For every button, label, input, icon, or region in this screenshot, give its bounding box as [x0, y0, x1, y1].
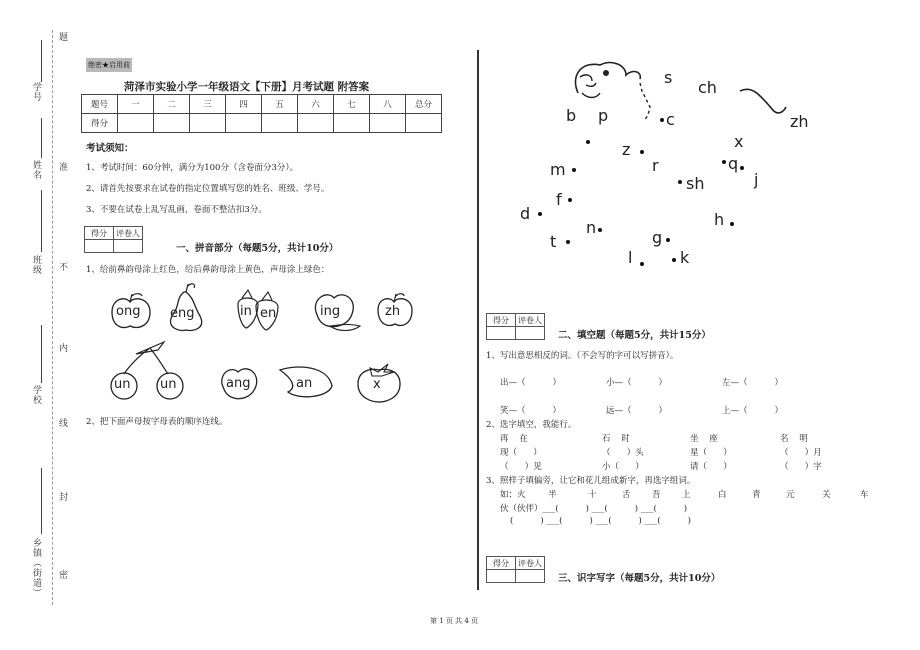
fill-row[interactable]: 伙（伙伴）___( ) ___( ) ___( ) [500, 504, 688, 514]
underline-class [41, 190, 42, 252]
grader-label: 评卷人 [114, 227, 143, 240]
choice-pair: 石 时 [602, 434, 630, 444]
fruit-cherries[interactable] [106, 340, 190, 404]
choice-pair: 再 在 [500, 434, 528, 444]
choice-pair: 名 明 [780, 434, 808, 444]
score-cell[interactable] [190, 114, 226, 133]
section1-q2: 2、把下面声母按字母表的顺序连线。 [86, 417, 228, 427]
margin-label-school: 学校 [31, 385, 41, 405]
score-table-header: 三 [190, 95, 226, 114]
puzzle-letter: d [520, 204, 531, 223]
score-table-header: 总分 [406, 95, 442, 114]
pinyin-label: an [296, 376, 313, 391]
underline-name [41, 118, 42, 158]
cut-mark: 封 [57, 492, 67, 502]
grader-label: 评卷人 [516, 557, 545, 570]
score-table-header: 一 [118, 95, 154, 114]
puzzle-letter: f [556, 190, 562, 209]
score-cell[interactable] [154, 114, 190, 133]
pinyin-label: eng [170, 306, 195, 321]
example-char: 吾 [652, 490, 661, 500]
example-char: 如：火 [500, 490, 526, 500]
underline-township [41, 468, 42, 534]
puzzle-letter: ch [698, 78, 717, 97]
score-table-header: 六 [298, 95, 334, 114]
puzzle-dot[interactable] [730, 222, 734, 226]
fruit-pear[interactable] [164, 282, 208, 334]
margin-label-class: 班级 [31, 255, 41, 275]
margin-label-student-id: 学号 [31, 82, 41, 102]
puzzle-letter: r [652, 156, 659, 175]
choice-blank[interactable]: 小（ ） [602, 462, 644, 472]
binding-line [52, 30, 53, 605]
example-char: 元 [786, 490, 795, 500]
margin-label-name: 姓名 [31, 160, 41, 180]
fruit-peach-2[interactable] [218, 362, 262, 402]
underline-school [41, 325, 42, 383]
pinyin-label: ing [320, 304, 341, 319]
confidential-stamp: 绝密★启用前 [86, 58, 132, 72]
example-char: 舌 [622, 490, 631, 500]
puzzle-letter: m [550, 160, 566, 179]
antonym-blank[interactable]: 笑—（ ） [500, 406, 562, 416]
puzzle-letter: p [598, 106, 609, 125]
grader-score-label: 得分 [487, 314, 516, 327]
example-char: 半 [548, 490, 557, 500]
grader-cell[interactable] [516, 570, 545, 583]
puzzle-letter: h [714, 210, 725, 229]
example-char: 关 [822, 490, 831, 500]
pinyin-label: ong [116, 304, 141, 319]
puzzle-dot[interactable] [678, 180, 682, 184]
score-row-label: 得分 [82, 114, 118, 133]
pinyin-label: un [160, 377, 177, 392]
score-cell[interactable] [370, 114, 406, 133]
grader-cell[interactable] [516, 327, 545, 340]
fill-row[interactable]: ( ) ___( ) ___( ) ___( ) [510, 516, 691, 526]
antonym-blank[interactable]: 上—（ ） [722, 406, 784, 416]
grader-score-label: 得分 [85, 227, 114, 240]
fruit-tomato[interactable] [354, 360, 404, 404]
cherry-icon [106, 340, 190, 404]
pinyin-label: in [240, 304, 252, 319]
pinyin-label: en [260, 306, 277, 321]
cut-mark: 线 [57, 418, 67, 428]
fruit-apple-small[interactable] [374, 290, 416, 330]
grader-score-cell[interactable] [85, 240, 114, 253]
antonym-blank[interactable]: 小—（ ） [606, 378, 668, 388]
grader-table [84, 226, 143, 253]
section1-heading: 一、拼音部分（每题5分，共计10分） [176, 243, 339, 254]
puzzle-letter: k [680, 248, 690, 267]
underline-student-id [41, 40, 42, 82]
section2-q1: 1、写出意思相反的词。（不会写的字可以写拼音）。 [486, 351, 679, 361]
score-table [81, 94, 442, 133]
puzzle-letter: q [728, 154, 739, 173]
choice-blank[interactable]: （ ）月 [780, 448, 822, 458]
pinyin-label: ang [226, 376, 251, 391]
pinyin-label: zh [385, 304, 401, 319]
grader-table [486, 313, 545, 340]
puzzle-letter: l [628, 248, 633, 267]
puzzle-letter: c [666, 110, 675, 129]
section1-q1: 1、给前鼻韵母涂上红色，给后鼻韵母涂上黄色，声母涂上绿色： [86, 265, 330, 275]
grader-score-cell[interactable] [487, 327, 516, 340]
choice-blank[interactable]: （ ）字 [780, 462, 822, 472]
notice-item: 1、考试时间：60分钟，满分为100分（含卷面分3分）。 [86, 163, 299, 173]
puzzle-dot[interactable] [598, 228, 602, 232]
margin-label-township: 乡镇（街道） [31, 538, 41, 598]
puzzle-dot[interactable] [566, 240, 570, 244]
cut-mark: 密 [57, 570, 67, 580]
cut-mark: 内 [57, 343, 67, 353]
puzzle-dot[interactable] [586, 140, 590, 144]
score-table-header: 七 [334, 95, 370, 114]
choice-pair: 坐 座 [690, 434, 718, 444]
puzzle-letter: z [622, 140, 631, 159]
puzzle-dot[interactable] [640, 262, 644, 266]
score-cell[interactable] [298, 114, 334, 133]
cut-mark: 题 [57, 32, 67, 42]
puzzle-letter: s [664, 68, 673, 87]
page-divider [477, 50, 479, 590]
notice-item: 3、不要在试卷上乱写乱画，卷面不整洁扣3分。 [86, 205, 267, 215]
score-cell[interactable] [262, 114, 298, 133]
example-char: 车 [860, 490, 869, 500]
antonym-blank[interactable]: 远—（ ） [606, 406, 668, 416]
example-char: 白 [718, 490, 727, 500]
puzzle-letter: sh [686, 174, 705, 193]
choice-blank[interactable]: 请（ ） [690, 462, 732, 472]
notice-item: 2、请首先按要求在试卷的指定位置填写您的姓名、班级、学号。 [86, 184, 330, 194]
puzzle-letter: zh [790, 112, 809, 131]
cut-mark: 准 [57, 162, 67, 172]
score-cell[interactable] [406, 114, 442, 133]
fruit-leaf[interactable] [278, 362, 336, 402]
score-table-header: 二 [154, 95, 190, 114]
choice-blank[interactable]: （ ）见 [500, 462, 542, 472]
grader-cell[interactable] [114, 240, 143, 253]
notice-title: 考试须知： [86, 143, 134, 154]
example-char: 上 [682, 490, 691, 500]
cut-mark: 不 [57, 262, 67, 272]
score-table-header: 五 [262, 95, 298, 114]
section2-q3: 3、照样子填偏旁，让它和花儿组成新字，再选字组词。 [486, 476, 696, 486]
grader-label: 评卷人 [516, 314, 545, 327]
page-footer: 第 1 页 共 4 页 [430, 617, 479, 625]
puzzle-dot[interactable] [666, 238, 670, 242]
puzzle-letter: n [586, 218, 597, 237]
fruit-apple[interactable] [106, 290, 154, 332]
fruit-strawberries[interactable] [234, 286, 284, 332]
puzzle-dot[interactable] [660, 118, 664, 122]
puzzle-dot[interactable] [568, 198, 572, 202]
exam-title: 菏泽市实验小学一年级语文【下册】月考试题 附答案 [124, 81, 370, 93]
pinyin-label: x [373, 377, 381, 392]
example-char: 青 [752, 490, 761, 500]
puzzle-letter: j [754, 170, 759, 189]
score-cell[interactable] [118, 114, 154, 133]
choice-blank[interactable]: （ ）头 [602, 448, 644, 458]
section2-heading: 二、填空题（每题5分，共计15分） [558, 330, 711, 341]
puzzle-dot[interactable] [740, 166, 744, 170]
section2-q2: 2、选字填空，我能行。 [486, 420, 577, 430]
section3-heading: 三、识字写字（每题5分，共计10分） [558, 573, 721, 584]
puzzle-dot[interactable] [672, 258, 676, 262]
score-cell[interactable] [226, 114, 262, 133]
puzzle-letter: t [550, 232, 557, 251]
puzzle-letter: b [566, 106, 577, 125]
score-table-header: 题号 [82, 95, 118, 114]
puzzle-dot[interactable] [640, 150, 644, 154]
score-table-header: 四 [226, 95, 262, 114]
puzzle-dot[interactable] [722, 160, 726, 164]
antonym-blank[interactable]: 出—（ ） [500, 378, 562, 388]
grader-score-label: 得分 [487, 557, 516, 570]
grader-table [486, 556, 545, 583]
puzzle-dot[interactable] [572, 168, 576, 172]
puzzle-letter: g [652, 228, 663, 247]
antonym-blank[interactable]: 左—（ ） [722, 378, 784, 388]
choice-blank[interactable]: 现（ ） [500, 448, 542, 458]
puzzle-letter: x [734, 132, 744, 151]
puzzle-dot[interactable] [538, 212, 542, 216]
grader-score-cell[interactable] [487, 570, 516, 583]
score-table-header: 八 [370, 95, 406, 114]
choice-blank[interactable]: 星（ ） [690, 448, 732, 458]
score-cell[interactable] [334, 114, 370, 133]
fruit-peach[interactable] [308, 288, 362, 334]
example-char: 十 [588, 490, 597, 500]
pinyin-label: un [114, 377, 131, 392]
